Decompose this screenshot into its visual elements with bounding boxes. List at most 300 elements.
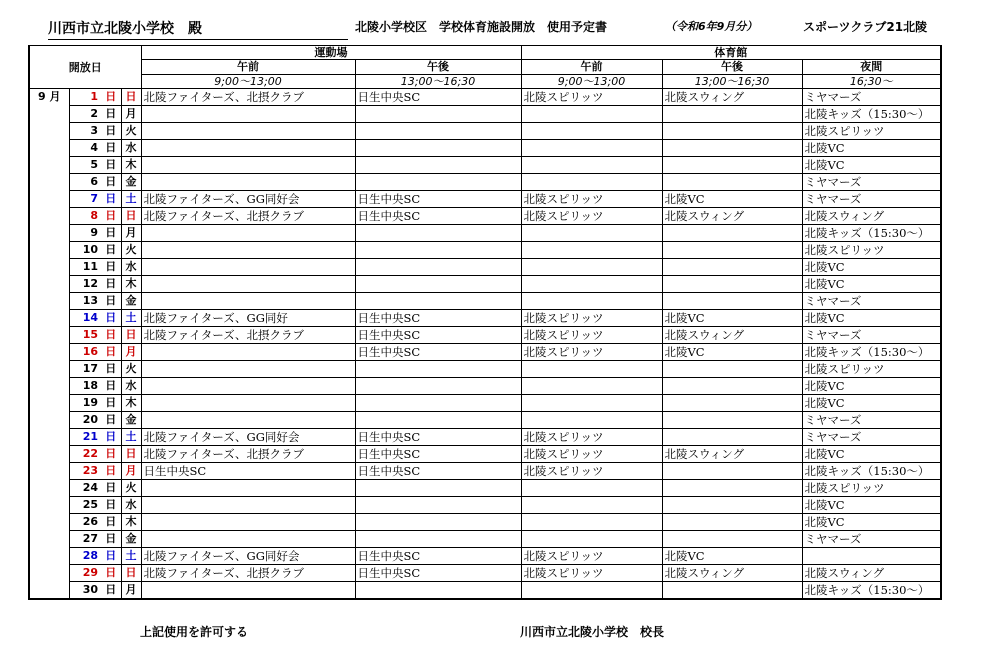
ground-am-cell: [141, 140, 355, 157]
month-cell: [29, 531, 69, 548]
ground-header: 運動場: [141, 46, 521, 60]
weekday: 金: [121, 412, 141, 429]
schedule-row: [29, 412, 941, 429]
gym-night-cell: ミヤマーズ: [802, 327, 941, 344]
ground-pm-cell: 日生中央SC: [355, 429, 521, 446]
month-cell: [29, 242, 69, 259]
ground-am-cell: [141, 259, 355, 276]
weekday: 火: [121, 123, 141, 140]
weekday: 日: [121, 208, 141, 225]
day-number: 7: [69, 191, 101, 208]
gym-am-cell: [521, 174, 662, 191]
gym-night-cell: 北陵スウィング: [802, 565, 941, 582]
gym-am-cell: [521, 378, 662, 395]
gym-pm-cell: 北陵スウィング: [662, 565, 802, 582]
gym-am-cell: 北陵スピリッツ: [521, 344, 662, 361]
day-suffix: 日: [101, 327, 121, 344]
gym-am-header: 午前: [521, 60, 662, 75]
ground-am-cell: [141, 123, 355, 140]
month-cell: [29, 174, 69, 191]
ground-pm-cell: [355, 395, 521, 412]
gym-pm-cell: [662, 361, 802, 378]
gym-night-cell: 北陵キッズ（15:30～）: [802, 582, 941, 600]
gym-pm-cell: 北陵VC: [662, 548, 802, 565]
gym-night-cell: 北陵VC: [802, 310, 941, 327]
schedule-row: [29, 344, 941, 361]
gym-night-cell: ミヤマーズ: [802, 412, 941, 429]
gym-am-cell: 北陵スピリッツ: [521, 208, 662, 225]
gym-am-cell: 北陵スピリッツ: [521, 548, 662, 565]
gym-night-cell: 北陵スピリッツ: [802, 242, 941, 259]
weekday: 月: [121, 582, 141, 600]
month-cell: [29, 412, 69, 429]
gym-pm-cell: 北陵スウィング: [662, 89, 802, 106]
gym-pm-cell: [662, 531, 802, 548]
gym-night-cell: ミヤマーズ: [802, 89, 941, 106]
schedule-row: [29, 242, 941, 259]
schedule-body: [29, 89, 941, 600]
schedule-row: [29, 429, 941, 446]
ground-pm-cell: 日生中央SC: [355, 310, 521, 327]
day-suffix: 日: [101, 378, 121, 395]
gym-am-cell: [521, 157, 662, 174]
ground-pm-cell: [355, 259, 521, 276]
gym-night-cell: 北陵スウィング: [802, 208, 941, 225]
document-title: 北陵小学校区 学校体育施設開放 使用予定書: [355, 20, 608, 34]
gym-am-cell: [521, 123, 662, 140]
period-label: （令和6年9月分）: [665, 20, 758, 33]
ground-pm-cell: 日生中央SC: [355, 446, 521, 463]
gym-am-cell: 北陵スピリッツ: [521, 191, 662, 208]
day-number: 5: [69, 157, 101, 174]
weekday: 日: [121, 565, 141, 582]
schedule-row: [29, 548, 941, 565]
month-cell: [29, 157, 69, 174]
day-suffix: 日: [101, 208, 121, 225]
gym-night-cell: 北陵VC: [802, 157, 941, 174]
ground-am-cell: 北陵ファイターズ、北摂クラブ: [141, 327, 355, 344]
day-number: 22: [69, 446, 101, 463]
day-suffix: 日: [101, 106, 121, 123]
ground-pm-cell: [355, 242, 521, 259]
gym-am-cell: 北陵スピリッツ: [521, 89, 662, 106]
schedule-row: [29, 531, 941, 548]
day-number: 11: [69, 259, 101, 276]
ground-am-cell: [141, 395, 355, 412]
gym-am-cell: [521, 514, 662, 531]
gym-am-cell: 北陵スピリッツ: [521, 565, 662, 582]
day-number: 23: [69, 463, 101, 480]
day-number: 24: [69, 480, 101, 497]
day-number: 13: [69, 293, 101, 310]
gym-pm-cell: [662, 514, 802, 531]
gym-pm-cell: [662, 582, 802, 600]
month-cell: [29, 429, 69, 446]
gym-pm-cell: [662, 123, 802, 140]
ground-pm-cell: [355, 293, 521, 310]
day-suffix: 日: [101, 412, 121, 429]
day-number: 10: [69, 242, 101, 259]
gym-night-cell: 北陵VC: [802, 514, 941, 531]
month-cell: [29, 327, 69, 344]
day-number: 25: [69, 497, 101, 514]
day-suffix: 日: [101, 395, 121, 412]
gym-pm-cell: 北陵スウィング: [662, 327, 802, 344]
day-suffix: 日: [101, 140, 121, 157]
ground-am-cell: 北陵ファイターズ、北摂クラブ: [141, 565, 355, 582]
schedule-row: [29, 89, 941, 106]
day-number: 28: [69, 548, 101, 565]
schedule-row: [29, 106, 941, 123]
schedule-row: [29, 446, 941, 463]
weekday: 月: [121, 344, 141, 361]
gym-night-cell: ミヤマーズ: [802, 429, 941, 446]
gym-pm-cell: 北陵VC: [662, 310, 802, 327]
ground-am-cell: 北陵ファイターズ、北摂クラブ: [141, 208, 355, 225]
day-number: 30: [69, 582, 101, 600]
ground-am-cell: 北陵ファイターズ、北摂クラブ: [141, 89, 355, 106]
ground-am-cell: [141, 276, 355, 293]
principal-signature: 川西市立北陵小学校 校長: [520, 625, 665, 639]
schedule-row: [29, 140, 941, 157]
day-number: 17: [69, 361, 101, 378]
gym-night-cell: 北陵VC: [802, 395, 941, 412]
ground-am-cell: [141, 497, 355, 514]
gym-am-cell: [521, 361, 662, 378]
month-cell: [29, 293, 69, 310]
ground-pm-cell: [355, 412, 521, 429]
ground-pm-cell: [355, 106, 521, 123]
ground-pm-cell: 日生中央SC: [355, 191, 521, 208]
month-cell: [29, 106, 69, 123]
ground-pm-cell: 日生中央SC: [355, 565, 521, 582]
schedule-row: [29, 582, 941, 600]
day-number: 16: [69, 344, 101, 361]
day-suffix: 日: [101, 242, 121, 259]
gym-night-cell: ミヤマーズ: [802, 191, 941, 208]
ground-am-cell: [141, 361, 355, 378]
month-cell: [29, 548, 69, 565]
schedule-row: [29, 514, 941, 531]
day-suffix: 日: [101, 565, 121, 582]
ground-pm-cell: 日生中央SC: [355, 548, 521, 565]
day-number: 21: [69, 429, 101, 446]
day-number: 15: [69, 327, 101, 344]
gym-pm-cell: [662, 174, 802, 191]
month-cell: [29, 276, 69, 293]
ground-pm-cell: [355, 123, 521, 140]
month-cell: 9 月: [29, 89, 69, 106]
weekday: 水: [121, 497, 141, 514]
ground-pm-time: 13;00～16;30: [355, 75, 521, 89]
day-number: 26: [69, 514, 101, 531]
day-suffix: 日: [101, 123, 121, 140]
day-suffix: 日: [101, 89, 121, 106]
ground-am-cell: 北陵ファイターズ、GG同好会: [141, 429, 355, 446]
gym-night-cell: [802, 548, 941, 565]
day-suffix: 日: [101, 310, 121, 327]
gym-pm-cell: 北陵スウィング: [662, 208, 802, 225]
gym-am-cell: [521, 293, 662, 310]
weekday: 木: [121, 395, 141, 412]
weekday: 金: [121, 293, 141, 310]
schedule-row: [29, 191, 941, 208]
month-cell: [29, 259, 69, 276]
weekday: 木: [121, 157, 141, 174]
weekday: 日: [121, 89, 141, 106]
gym-am-cell: [521, 106, 662, 123]
day-suffix: 日: [101, 429, 121, 446]
month-cell: [29, 514, 69, 531]
gym-night-cell: 北陵VC: [802, 276, 941, 293]
schedule-row: [29, 259, 941, 276]
day-suffix: 日: [101, 259, 121, 276]
gym-pm-cell: [662, 259, 802, 276]
gym-am-cell: [521, 276, 662, 293]
day-number: 6: [69, 174, 101, 191]
weekday: 木: [121, 514, 141, 531]
month-cell: [29, 446, 69, 463]
gym-pm-cell: [662, 242, 802, 259]
day-suffix: 日: [101, 191, 121, 208]
schedule-row: [29, 208, 941, 225]
gym-pm-cell: [662, 395, 802, 412]
ground-am-cell: [141, 242, 355, 259]
weekday: 土: [121, 191, 141, 208]
gym-am-cell: [521, 395, 662, 412]
gym-pm-time: 13;00～16;30: [662, 75, 802, 89]
ground-am-cell: [141, 531, 355, 548]
open-day-header: 開放日: [29, 46, 141, 89]
day-suffix: 日: [101, 446, 121, 463]
day-number: 14: [69, 310, 101, 327]
month-cell: [29, 582, 69, 600]
weekday: 土: [121, 548, 141, 565]
schedule-row: [29, 565, 941, 582]
weekday: 火: [121, 361, 141, 378]
ground-am-cell: [141, 378, 355, 395]
gym-am-cell: 北陵スピリッツ: [521, 310, 662, 327]
gym-night-cell: 北陵VC: [802, 446, 941, 463]
ground-pm-cell: 日生中央SC: [355, 208, 521, 225]
gym-night-cell: 北陵VC: [802, 497, 941, 514]
month-cell: [29, 497, 69, 514]
gym-am-cell: [521, 259, 662, 276]
ground-pm-cell: 日生中央SC: [355, 89, 521, 106]
day-suffix: 日: [101, 582, 121, 600]
gym-night-header: 夜間: [802, 60, 941, 75]
schedule-table: [28, 45, 942, 600]
gym-night-cell: 北陵キッズ（15:30～）: [802, 344, 941, 361]
ground-pm-cell: [355, 174, 521, 191]
weekday: 金: [121, 531, 141, 548]
weekday: 日: [121, 446, 141, 463]
club-name: スポーツクラブ21北陵: [803, 20, 928, 34]
gym-header: 体育館: [521, 46, 941, 60]
day-number: 9: [69, 225, 101, 242]
gym-night-cell: 北陵VC: [802, 259, 941, 276]
gym-night-cell: ミヤマーズ: [802, 531, 941, 548]
gym-am-cell: [521, 225, 662, 242]
weekday: 土: [121, 429, 141, 446]
month-cell: [29, 310, 69, 327]
gym-am-cell: 北陵スピリッツ: [521, 463, 662, 480]
ground-am-cell: [141, 480, 355, 497]
gym-am-cell: [521, 242, 662, 259]
month-cell: [29, 225, 69, 242]
gym-am-cell: [521, 412, 662, 429]
gym-pm-cell: [662, 497, 802, 514]
ground-pm-cell: 日生中央SC: [355, 344, 521, 361]
school-addressee: 川西市立北陵小学校 殿: [48, 18, 348, 40]
ground-am-cell: [141, 157, 355, 174]
month-cell: [29, 123, 69, 140]
gym-pm-cell: [662, 378, 802, 395]
weekday: 水: [121, 378, 141, 395]
gym-am-cell: [521, 480, 662, 497]
schedule-row: [29, 310, 941, 327]
weekday: 木: [121, 276, 141, 293]
weekday: 火: [121, 242, 141, 259]
weekday: 金: [121, 174, 141, 191]
day-number: 27: [69, 531, 101, 548]
ground-am-cell: [141, 582, 355, 600]
gym-pm-cell: 北陵スウィング: [662, 446, 802, 463]
gym-night-cell: ミヤマーズ: [802, 174, 941, 191]
gym-am-cell: [521, 531, 662, 548]
day-suffix: 日: [101, 276, 121, 293]
weekday: 月: [121, 225, 141, 242]
month-cell: [29, 395, 69, 412]
schedule-row: [29, 480, 941, 497]
month-cell: [29, 378, 69, 395]
gym-night-cell: ミヤマーズ: [802, 293, 941, 310]
ground-am-cell: [141, 293, 355, 310]
ground-pm-cell: [355, 497, 521, 514]
ground-pm-cell: [355, 225, 521, 242]
gym-pm-cell: [662, 429, 802, 446]
day-suffix: 日: [101, 531, 121, 548]
ground-pm-cell: [355, 531, 521, 548]
gym-night-cell: 北陵VC: [802, 140, 941, 157]
weekday: 月: [121, 106, 141, 123]
day-suffix: 日: [101, 514, 121, 531]
ground-pm-cell: [355, 157, 521, 174]
day-number: 19: [69, 395, 101, 412]
schedule-row: [29, 327, 941, 344]
approval-text: 上記使用を許可する: [140, 625, 249, 639]
ground-pm-cell: [355, 514, 521, 531]
ground-am-cell: [141, 412, 355, 429]
gym-pm-cell: 北陵VC: [662, 191, 802, 208]
weekday: 土: [121, 310, 141, 327]
gym-night-cell: 北陵キッズ（15:30～）: [802, 463, 941, 480]
ground-am-cell: 北陵ファイターズ、GG同好会: [141, 191, 355, 208]
weekday: 火: [121, 480, 141, 497]
month-cell: [29, 191, 69, 208]
gym-night-time: 16;30～: [802, 75, 941, 89]
weekday: 水: [121, 140, 141, 157]
ground-am-cell: [141, 514, 355, 531]
gym-pm-cell: [662, 106, 802, 123]
month-cell: [29, 361, 69, 378]
ground-am-header: 午前: [141, 60, 355, 75]
schedule-row: [29, 174, 941, 191]
day-suffix: 日: [101, 361, 121, 378]
gym-night-cell: 北陵VC: [802, 378, 941, 395]
weekday: 月: [121, 463, 141, 480]
gym-pm-cell: [662, 293, 802, 310]
schedule-row: [29, 276, 941, 293]
ground-pm-cell: [355, 276, 521, 293]
schedule-row: [29, 395, 941, 412]
gym-am-cell: [521, 497, 662, 514]
gym-pm-header: 午後: [662, 60, 802, 75]
month-cell: [29, 463, 69, 480]
ground-am-cell: [141, 344, 355, 361]
ground-am-cell: [141, 225, 355, 242]
ground-am-cell: [141, 174, 355, 191]
gym-night-cell: 北陵スピリッツ: [802, 361, 941, 378]
ground-pm-cell: [355, 582, 521, 600]
day-suffix: 日: [101, 463, 121, 480]
schedule-row: [29, 463, 941, 480]
day-number: 18: [69, 378, 101, 395]
weekday: 日: [121, 327, 141, 344]
ground-pm-cell: 日生中央SC: [355, 327, 521, 344]
gym-pm-cell: [662, 412, 802, 429]
day-suffix: 日: [101, 174, 121, 191]
gym-pm-cell: [662, 463, 802, 480]
ground-am-cell: [141, 106, 355, 123]
day-suffix: 日: [101, 497, 121, 514]
day-number: 2: [69, 106, 101, 123]
gym-night-cell: 北陵キッズ（15:30～）: [802, 225, 941, 242]
gym-pm-cell: [662, 480, 802, 497]
ground-pm-cell: [355, 361, 521, 378]
ground-pm-cell: 日生中央SC: [355, 463, 521, 480]
ground-am-cell: 北陵ファイターズ、GG同好: [141, 310, 355, 327]
gym-am-cell: 北陵スピリッツ: [521, 327, 662, 344]
gym-pm-cell: [662, 225, 802, 242]
schedule-row: [29, 123, 941, 140]
schedule-row: [29, 157, 941, 174]
day-suffix: 日: [101, 480, 121, 497]
gym-pm-cell: [662, 157, 802, 174]
gym-night-cell: 北陵スピリッツ: [802, 123, 941, 140]
day-number: 20: [69, 412, 101, 429]
day-suffix: 日: [101, 157, 121, 174]
ground-pm-cell: [355, 378, 521, 395]
schedule-row: [29, 361, 941, 378]
day-suffix: 日: [101, 293, 121, 310]
gym-am-cell: 北陵スピリッツ: [521, 429, 662, 446]
gym-night-cell: 北陵キッズ（15:30～）: [802, 106, 941, 123]
day-suffix: 日: [101, 225, 121, 242]
day-suffix: 日: [101, 548, 121, 565]
weekday: 水: [121, 259, 141, 276]
gym-pm-cell: [662, 276, 802, 293]
schedule-row: [29, 225, 941, 242]
ground-pm-cell: [355, 480, 521, 497]
month-cell: [29, 208, 69, 225]
ground-am-cell: 日生中央SC: [141, 463, 355, 480]
gym-pm-cell: [662, 140, 802, 157]
ground-pm-cell: [355, 140, 521, 157]
day-number: 1: [69, 89, 101, 106]
ground-am-time: 9;00～13;00: [141, 75, 355, 89]
month-cell: [29, 344, 69, 361]
